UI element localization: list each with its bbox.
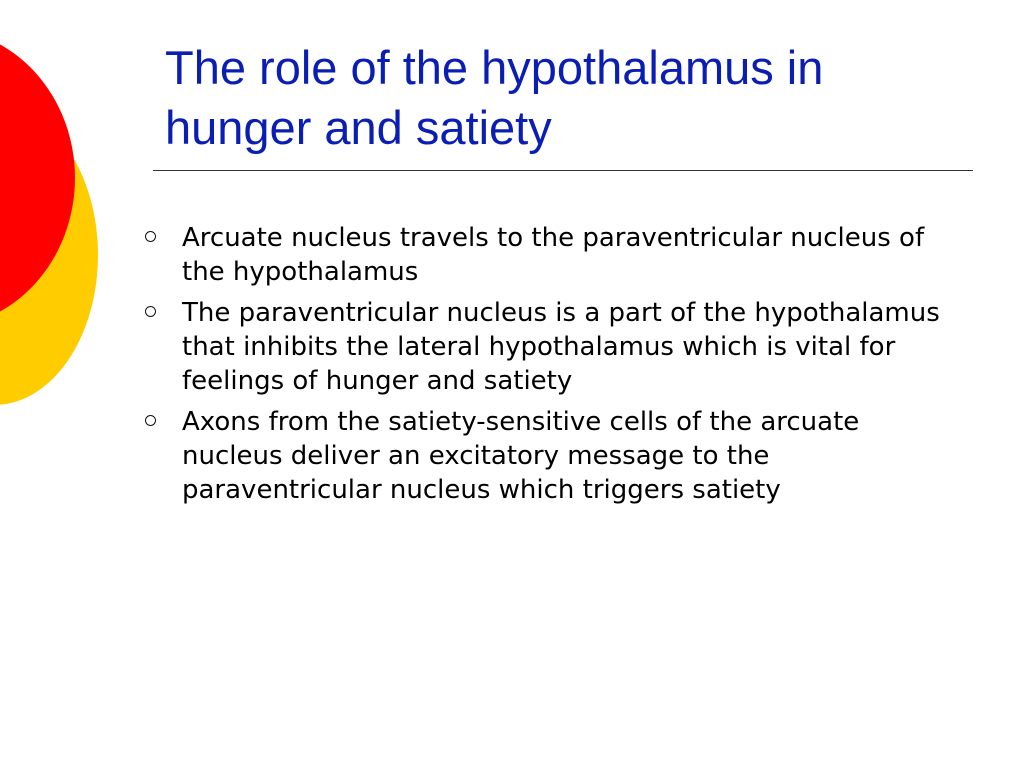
hollow-circle-bullet-icon [145,231,156,242]
bullet-text: Arcuate nucleus travels to the paraventricular nucleus of the hypothalamus [182,223,925,287]
hollow-circle-bullet-icon [145,415,156,426]
bullet-text: The paraventricular nucleus is a part of the hypothalamus that inhibits the lateral hypothalamus which is vital for feelings of hunger and satiety [182,298,940,396]
bullet-text: Axons from the satiety-sensitive cells of the arcuate nucleus deliver an excitatory message to the paraventricular nucleus which triggers satiety [182,407,860,505]
hollow-circle-bullet-icon [145,306,156,317]
bullet-item [145,405,945,507]
slide-title: The role of the hypothalamus in hunger and satiety [165,41,824,154]
bullet-item [145,221,945,289]
bullet-list [145,221,945,514]
bullet-item [145,296,945,398]
title-divider [153,170,973,171]
